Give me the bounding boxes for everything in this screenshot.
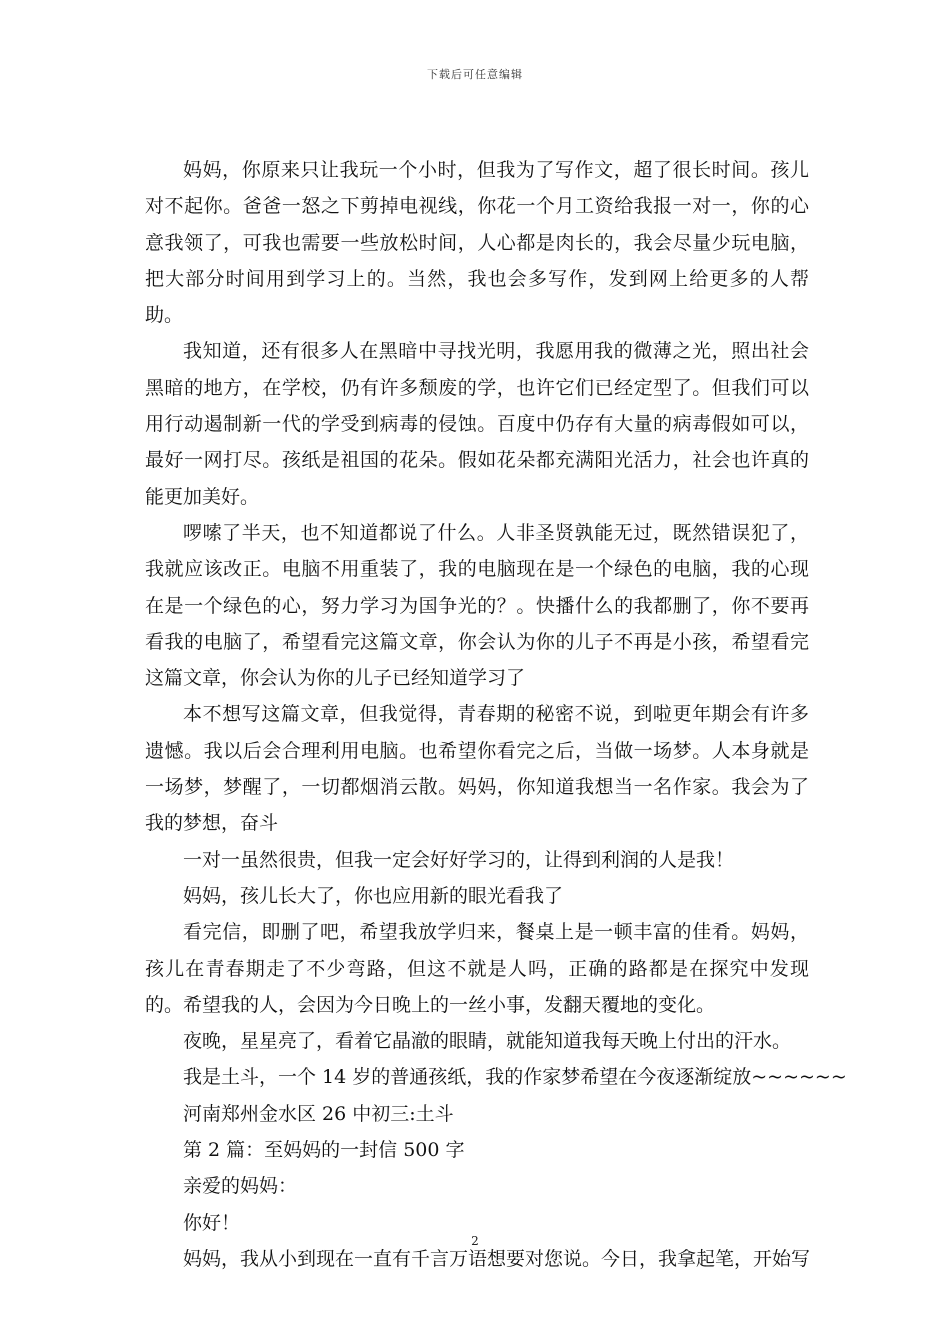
- paragraph: 啰嗦了半天，也不知道都说了什么。人非圣贤孰能无过，既然错误犯了，我就应该改正。电脑不用重装了，我的电脑现在是一个绿色的电脑，我的心现在是一个绿色的心，努力学习为国争光的？。快播什么的我都删了，你不要再看我的电脑了，希望看完这篇文章，你会认为你的儿子不再是小孩，希望看完这篇文章，你会认为你的儿子已经知道学习了: [145, 521, 809, 690]
- paragraph: 妈妈，你原来只让我玩一个小时，但我为了写作文，超了很长时间。孩儿对不起你。爸爸一怒之下剪掉电视线，你花一个月工资给我报一对一，你的心意我领了，可我也需要一些放松时间，人心都是肉长的，我会尽量少玩电脑，把大部分时间用到学习上的。当然，我也会多写作，发到网上给更多的人帮助。: [145, 159, 809, 327]
- author-signoff-line: 我是土斗，一个 14 岁的普通孩纸，我的作家梦希望在今夜逐渐绽放~~~~~~: [183, 1066, 847, 1089]
- paragraph: 夜晚，星星亮了，看着它晶澈的眼睛，就能知道我每天晚上付出的汗水。: [183, 1030, 792, 1053]
- page-number: 2: [471, 1234, 479, 1248]
- paragraph: 一对一虽然很贵，但我一定会好好学习的，让得到利润的人是我！: [183, 848, 735, 871]
- paragraph: 我知道，还有很多人在黑暗中寻找光明，我愿用我的微薄之光，照出社会黑暗的地方，在学校，仍有许多颓废的学，也许它们已经定型了。但我们可以用行动遏制新一代的学受到病毒的侵蚀。百度中仍存有大量的病毒假如可以，最好一网打尽。孩纸是祖国的花朵。假如花朵都充满阳光活力，社会也许真的能更加美好。: [145, 340, 809, 508]
- salutation-line: 亲爱的妈妈：: [183, 1175, 298, 1198]
- greeting-line: 你好！: [183, 1211, 241, 1234]
- document-body: [145, 152, 847, 1277]
- page-header: 下载后可任意编辑: [427, 68, 523, 81]
- article-title-line: 第 2 篇：至妈妈的一封信 500 字: [183, 1139, 465, 1162]
- letter-opening-line: 妈妈，我从小到现在一直有千言万语想要对您说。今日，我拿起笔，开始写: [183, 1247, 811, 1270]
- paragraph: 妈妈，孩儿长大了，你也应用新的眼光看我了: [183, 884, 564, 907]
- author-address-line: 河南郑州金水区 26 中初三:土斗: [183, 1102, 454, 1125]
- paragraph: 本不想写这篇文章，但我觉得，青春期的秘密不说，到啦更年期会有许多遗憾。我以后会合理利用电脑。也希望你看完之后，当做一场梦。人本身就是一场梦，梦醒了，一切都烟消云散。妈妈，你知道我想当一名作家。我会为了我的梦想，奋斗: [145, 703, 809, 835]
- paragraph: 看完信，即删了吧，希望我放学归来，餐桌上是一顿丰富的佳肴。妈妈，孩儿在青春期走了不少弯路，但这不就是人吗，正确的路都是在探究中发现的。希望我的人，会因为今日晚上的一丝小事，发翻天覆地的变化。: [145, 921, 809, 1016]
